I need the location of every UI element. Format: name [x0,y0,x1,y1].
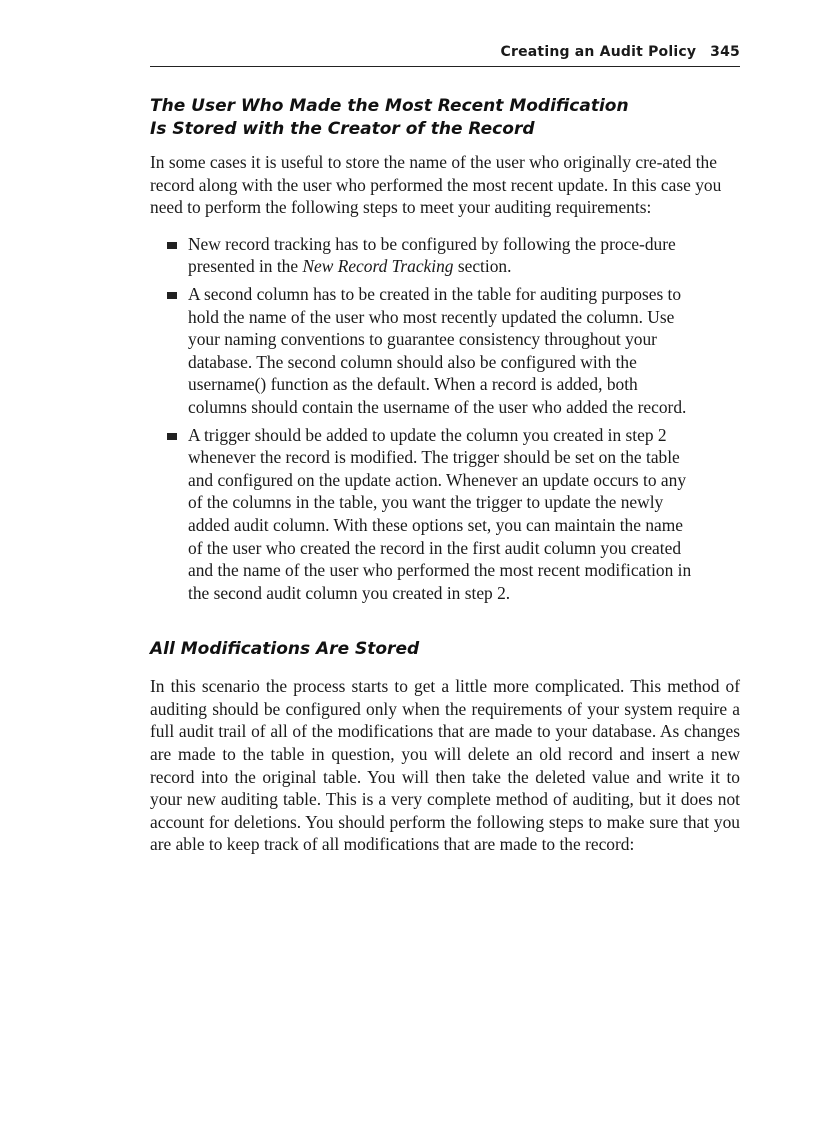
intro-paragraph: In some cases it is useful to store the name of the user who originally cre-ated the record along with the user who performed the most recent update. In this case you need to perform the following steps to meet your auditing requirements: [150,152,722,218]
page-content [150,95,740,856]
bullet-square-icon [167,433,177,440]
list-item [188,283,740,419]
section-heading-all-modifications: All Modifications Are Stored [150,639,420,660]
list-item-text-after: section. [453,256,512,277]
section-heading-line-1: The User Who Made the Most Recent Modification [150,96,629,116]
list-item [188,424,740,605]
list-item-emphasis: New Record Tracking [302,256,454,277]
bullet-square-icon [167,292,177,299]
page-number: 345 [710,44,740,60]
running-title: Creating an Audit Policy [500,44,697,60]
list-item-text: A second column has to be created in the table for auditing purposes to hold the name of the user who most recently updated the column. Use your naming conventions to guarantee consistency throughout your database. The second column should also be configured with the username() function as the default. When a record is added, both columns should contain the username of the user who added the record. [188,283,687,417]
section-heading-recent-modification [150,95,740,141]
steps-list [150,233,740,605]
body-paragraph: In this scenario the process starts to get a little more complicated. This method of auditing should be configured only when the requirements of your system require a full audit trail of all of the modifications that are made to your database. As changes are made to the table in question, you will delete an old record and insert a new record into the original table. You will then take the deleted value and write it to your new auditing table. This is a very complete method of auditing, but it does not account for deletions. You should perform the following steps to make sure that you are able to keep track of all modifications that are made to the record: [150,676,740,855]
section-heading-line-2: Is Stored with the Creator of the Record [150,119,535,139]
bullet-square-icon [167,242,177,249]
running-header [150,42,740,67]
list-item-text: A trigger should be added to update the column you created in step 2 whenever the record is modified. The trigger should be set on the table and configured on the update action. Whenever an update occurs to any of the columns in the table, you want the trigger to update the newly added audit column. With these options set, you can maintain the name of the user who created the record in the first audit column you created and the name of the user who performed the most recent modification in the second audit column you created in step 2. [188,424,692,603]
list-item [188,233,740,278]
list-item-text-before: New record tracking has to be configured by following the proce-dure presented in the [188,233,676,277]
